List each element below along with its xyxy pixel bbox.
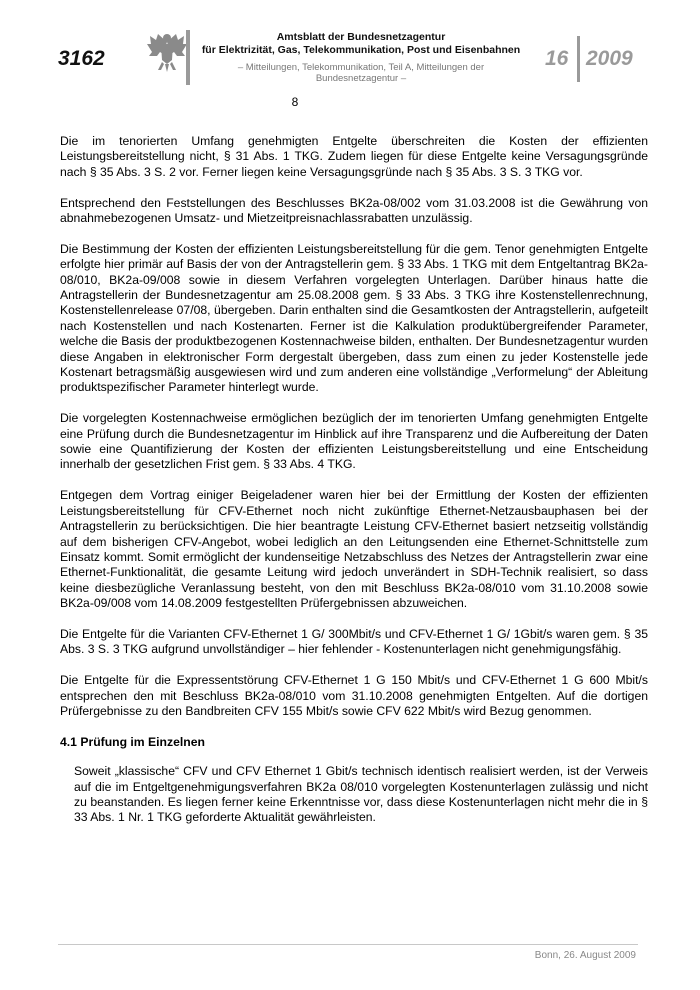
section-paragraph: Soweit „klassische“ CFV und CFV Ethernet 1 Gbit/s technisch identisch realisiert werden, ist der Verweis auf die im Entgeltgenehmigungsverfahren BK2a 08/010 vorgelegten Kostenunterlagen zulässig und nicht zu beanstanden. Es liegen ferner keine Erkenntnisse vor, dass diese Kostenunterlagen nicht mehr die in § 33 Abs. 1 Nr. 1 TKG geforderte Aktualität gewährleisten. bbox=[74, 764, 648, 825]
inner-page-number: 8 bbox=[291, 95, 299, 109]
federal-eagle-icon bbox=[146, 30, 188, 74]
footer-place-date: Bonn, 26. August 2009 bbox=[534, 950, 636, 961]
paragraph: Die Entgelte für die Expressentstörung CFV-Ethernet 1 G 150 Mbit/s und CFV-Ethernet 1 G 600 Mbit/s entsprechen den mit Beschluss BK2a-08/010 vom 31.10.2008 genehmigten Entgelten. Auf die dortigen Prüfergebnisse zu den Bandbreiten CFV 155 Mbit/s sowie CFV 622 Mbit/s wird Bezug genommen. bbox=[60, 673, 648, 718]
footer-divider bbox=[58, 944, 638, 945]
paragraph: Die im tenorierten Umfang genehmigten Entgelte überschreiten die Kosten der effizienten Leistungsbereitstellung nicht, § 31 Abs. 1 TKG. Zudem liegen für diese Entgelte keine Versagungsgründe nach § 35 Abs. 3 S. 2 vor. Ferner liegen keine Versagungsgründe nach § 35 Abs. 3 S. 3 TKG vor. bbox=[60, 134, 648, 179]
gazette-subtitle: – Mitteilungen, Telekommunikation, Teil A, Mitteilungen der Bundesnetzagentur – bbox=[237, 62, 485, 84]
gazette-title bbox=[196, 31, 526, 57]
paragraph: Die vorgelegten Kostennachweise ermöglichen bezüglich der im tenorierten Umfang genehmigten Entgelte eine Prüfung durch die Bundesnetzagentur im Hinblick auf ihre Transparenz und die Aufbereitung der Daten sowie eine Quantifizierung der Kosten der effizienten Leistungsbereitstellung und eine Entscheidung innerhalb der gesetzlichen Frist gem. § 33 Abs. 4 TKG. bbox=[60, 411, 648, 472]
issue-year: 2009 bbox=[586, 47, 633, 70]
header-divider-left bbox=[186, 30, 190, 85]
issue-number: 16 bbox=[545, 47, 569, 70]
page-number: 3162 bbox=[58, 47, 105, 70]
paragraph: Entsprechend den Feststellungen des Beschlusses BK2a-08/002 vom 31.03.2008 ist die Gewährung von abnahmebezogenen Umsatz- und Mietzeitpreisnachlassrabatten unzulässig. bbox=[60, 195, 648, 226]
gazette-title-line1: Amtsblatt der Bundesnetzagentur bbox=[276, 31, 446, 43]
document-body bbox=[60, 134, 648, 841]
paragraph: Entgegen dem Vortrag einiger Beigeladener waren hier bei der Ermittlung der Kosten der effizienten Leistungsbereitstellung für CFV-Ethernet noch nicht zukünftige Ethernet-Netzausbauphasen bei der Antragstellerin zu berücksichtigen. Die hier beantragte Leistung CFV-Ethernet basiert netzseitig vollständig auf dem bisherigen CFV-Angebot, wobei lediglich an den Leitungsenden eine Ethernet-Schnittstelle zum Einsatz kommt. Somit ermöglicht der kundenseitige Netzabschluss des Netzes der Antragstellerin zwar eine Ethernet-Funktionalität, die gesamte Leitung wird jedoch unverändert in SDH-Technik realisiert, so dass keine diesbezügliche Veranlassung besteht, von den mit Beschluss BK2a-08/010 vom 31.10.2008 sowie BK2a-09/008 vom 14.08.2009 festgestellten Prüfergebnissen abzuweichen. bbox=[60, 488, 648, 611]
paragraph: Die Entgelte für die Varianten CFV-Ethernet 1 G/ 300Mbit/s und CFV-Ethernet 1 G/ 1Gbit/s waren gem. § 35 Abs. 3 S. 3 TKG aufgrund unvollständiger – hier fehlender - Kostenunterlagen nicht genehmigungsfähig. bbox=[60, 626, 648, 657]
paragraph: Die Bestimmung der Kosten der effizienten Leistungsbereitstellung für die gem. Tenor genehmigten Entgelte erfolgte hier primär auf Basis der von der Antragstellerin gem. § 33 Abs. 1 TKG mit dem Entgeltantrag BK2a-08/010, BK2a-09/008 sowie in diesem Verfahren vorgelegten Unterlagen. Darüber hinaus hatte die Antragstellerin der Bundesnetzagentur am 25.08.2008 gem. § 33 Abs. 3 TKG ihre Kostenstellenrechnung, Kostenstellenrelease 07/08, übergeben. Darin enthalten sind die Gesamtkosten der Antragstellerin, aufgeteilt nach Kostenstellen und nach Kostenarten. Ferner ist die Kalkulation produktübergreifender Parameter, welche die Basis der produktbezogenen Kostennachweise bilden, enthalten. Der Bundesnetzagentur wurden diese Angaben in elektronischer Form dergestalt übergeben, dass zum einen zu jeder Kostenstelle jede Kostenart betragsmäßig ausgewiesen wird und zum anderen eine vollständige „Verformelung“ der Ableitung produktspezifischer Parameter hinterlegt wurde. bbox=[60, 241, 648, 395]
section-heading: 4.1 Prüfung im Einzelnen bbox=[60, 734, 205, 749]
gazette-title-line2: für Elektrizität, Gas, Telekommunikation, Post und Eisenbahnen bbox=[201, 44, 521, 56]
header-divider-right bbox=[577, 36, 580, 82]
